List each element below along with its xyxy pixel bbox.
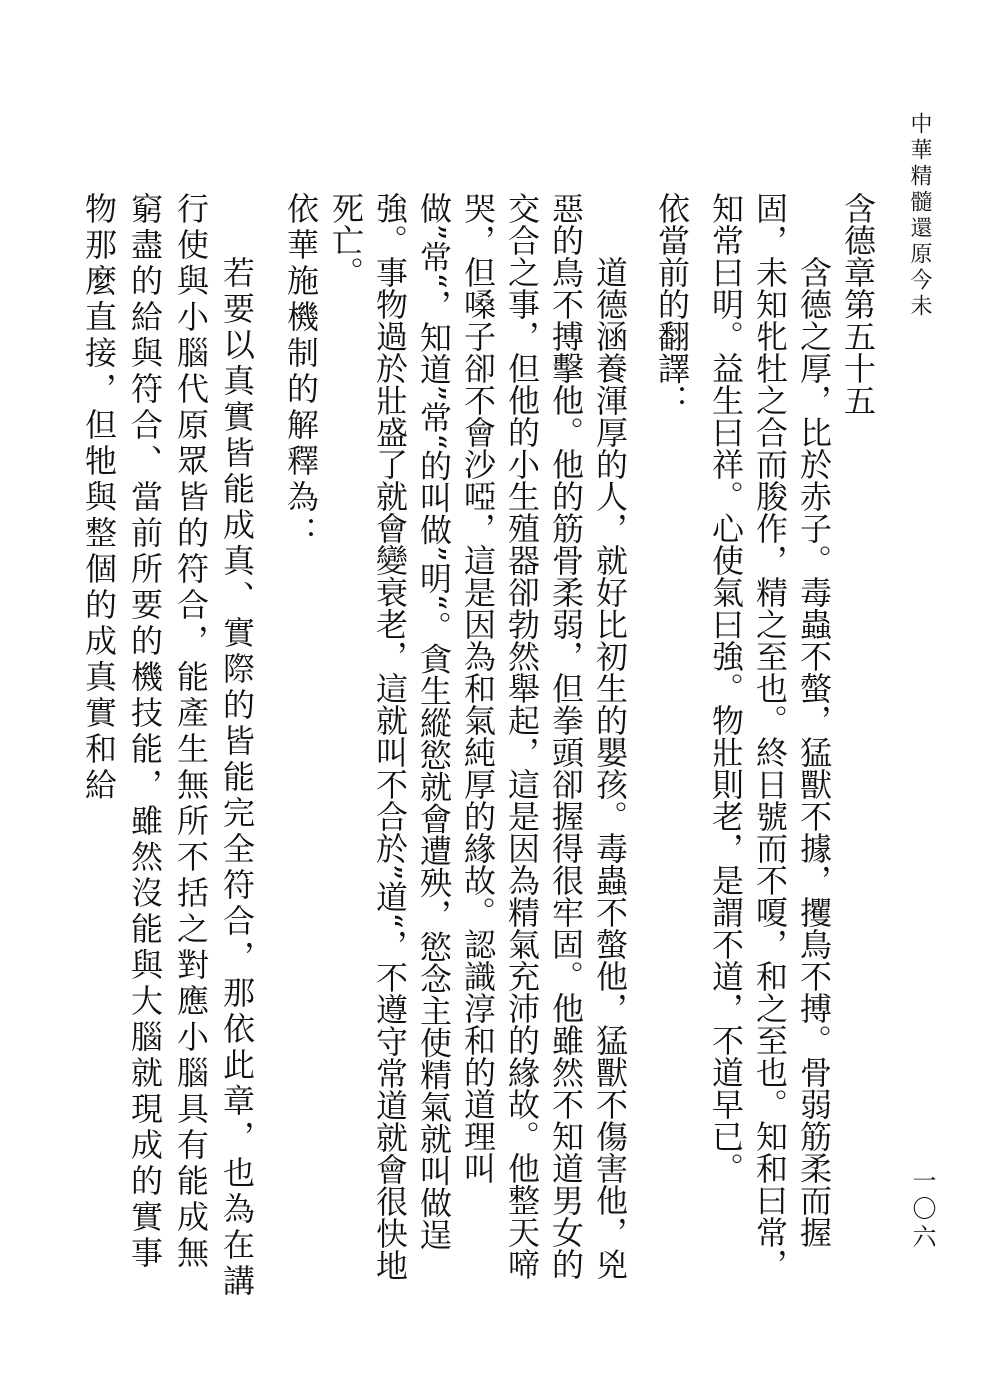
translation-heading: 依當前的翻譯： [653,192,691,416]
main-text [80,192,880,1302]
chapter-title: 含德章第五十五 [839,192,877,416]
interpretation-heading: 依華施機制的解釋為： [282,192,320,552]
interpretation-body: 若要以真實皆能成真、實際的皆能完全符合，那依此章，也為在講行使與小腦代原眾皆的符合，能產生無所不括之對應小腦具有能成無窮盡的給與符合、當前所要的機技能，雖然沒能與大腦就現成的實事物那麼直接，但牠與整個的成真實和給 [80,192,256,1300]
chapter-original-text: 含德之厚，比於赤子。毒蟲不螫，猛獸不據，攫鳥不搏。骨弱筋柔而握固，未知牝牡之合而朘作，精之至也。終日號而不嗄，和之至也。知和曰常，知常曰明。益生曰祥。心使氣曰強。物壯則老，是謂不道，不道早已。 [707,192,833,1280]
translation-body: 道德涵養渾厚的人，就好比初生的嬰孩。毒蟲不螫他，猛獸不傷害他，兇惡的鳥不搏擊他。他的筋骨柔弱，但拳頭卻握得很牢固。他雖然不知道男女的交合之事，但他的小生殖器卻勃然舉起，這是因為精氣充沛的緣故。他整天啼哭，但嗓子卻不會沙啞，這是因為和氣純厚的緣故。認識淳和的道理叫做”常“，知道”常“的叫做”明“。貪生縱慾就會遭殃，慾念主使精氣就叫做逞強。事物過於壯盛了就會變衰老，這就叫不合於”道“，不遵守常道就會很快地死亡。 [327,192,629,1281]
running-title: 中華精髓還原今未 [907,112,932,320]
page-number: 一〇六 [908,1168,936,1252]
